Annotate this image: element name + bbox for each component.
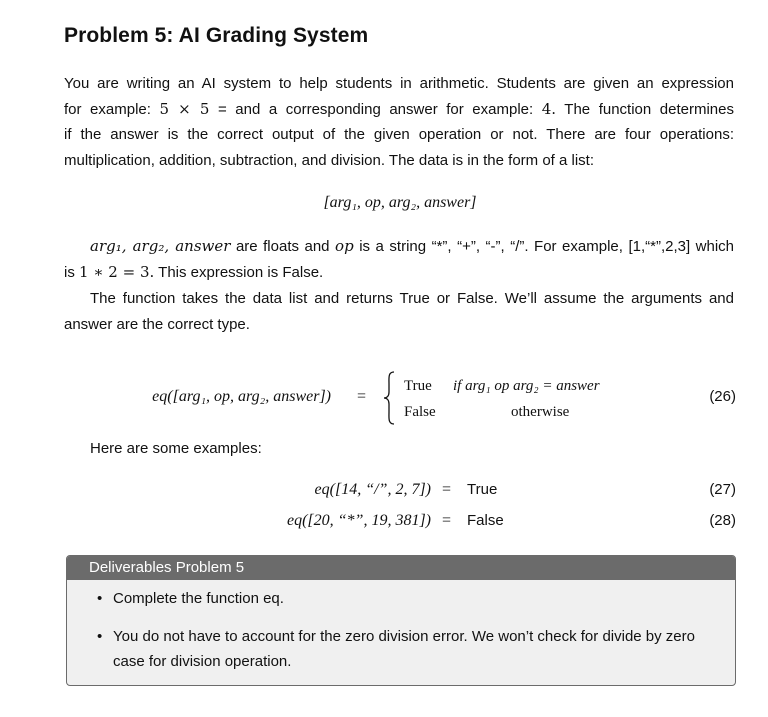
deliverables-box bbox=[66, 555, 736, 686]
page-title: Problem 5: AI Grading System bbox=[64, 24, 369, 47]
example-row-27 bbox=[64, 481, 736, 505]
intro-line-1: You are writing an AI system to help students in arithmetic. Students are given an expression bbox=[64, 75, 734, 92]
example-rhs: False bbox=[467, 512, 504, 529]
types-vars: arg₁, arg₂, answer bbox=[90, 237, 231, 255]
equation-26-lhs: eq([arg₁, op, arg₂, answer]) bbox=[152, 388, 331, 405]
intro-line-4: multiplication, addition, subtraction, and division. The data is in the form of a list: bbox=[64, 151, 595, 169]
case-true-value: True bbox=[404, 378, 432, 394]
example-lhs: eq([14, “/”, 2, 7]) bbox=[314, 481, 431, 498]
intro-paragraph bbox=[64, 71, 734, 173]
left-brace-icon bbox=[382, 370, 396, 426]
equation-27-number: (27) bbox=[709, 481, 736, 498]
example-lhs: eq([20, “*”, 19, 381]) bbox=[286, 512, 431, 529]
bullet-icon: • bbox=[97, 590, 103, 607]
list-item bbox=[97, 624, 713, 674]
types-line-1: arg₁, arg₂, answer are floats and op is a string “*”, “+”, “-”, “/”. For example, [1,“*”,2,3] which bbox=[90, 237, 734, 255]
equation-26-equals: = bbox=[357, 388, 367, 405]
intro-line-2: for example: 5 × 5 = and a corresponding answer for example: 4. The function determines bbox=[64, 99, 734, 118]
equation-26 bbox=[64, 370, 736, 426]
deliverables-header: Deliverables Problem 5 bbox=[67, 556, 735, 580]
types-line-2: is 1 ∗ 2 = 3. This expression is False. bbox=[64, 262, 324, 281]
deliverable-text-2: You do not have to account for the zero division error. We won’t check for divide by zero case for division operation. bbox=[113, 628, 695, 670]
equation-28-number: (28) bbox=[709, 512, 736, 529]
equation-26-number: (26) bbox=[709, 388, 736, 405]
example-equals: = bbox=[442, 481, 452, 498]
math-example-expression: 5 × 5 bbox=[159, 99, 210, 118]
example-rhs: True bbox=[467, 481, 498, 498]
example-row-28 bbox=[64, 512, 736, 536]
math-example-answer: 4. bbox=[541, 99, 557, 118]
deliverable-text-1: Complete the function eq. bbox=[113, 590, 284, 607]
case-false-value: False bbox=[404, 404, 436, 420]
examples-intro: Here are some examples: bbox=[90, 440, 262, 457]
bullet-icon: • bbox=[97, 628, 103, 645]
function-paragraph bbox=[64, 286, 734, 337]
types-math-expr: 1 ∗ 2 = 3. bbox=[79, 262, 155, 281]
types-paragraph bbox=[64, 234, 734, 285]
types-op: op bbox=[335, 237, 354, 255]
list-item bbox=[97, 586, 713, 611]
function-line-1: The function takes the data list and returns True or False. We’ll assume the arguments and bbox=[90, 290, 734, 307]
display-list-formula: [arg₁, op, arg₂, answer] bbox=[323, 194, 477, 211]
case-false-condition: otherwise bbox=[511, 404, 570, 420]
intro-line-3: if the answer is the correct output of the given operation or not. There are four operations: bbox=[64, 126, 734, 143]
function-line-2: answer are the correct type. bbox=[64, 315, 250, 333]
case-true-condition: if arg₁ op arg₂ = answer bbox=[453, 378, 600, 394]
example-equals: = bbox=[442, 512, 452, 529]
